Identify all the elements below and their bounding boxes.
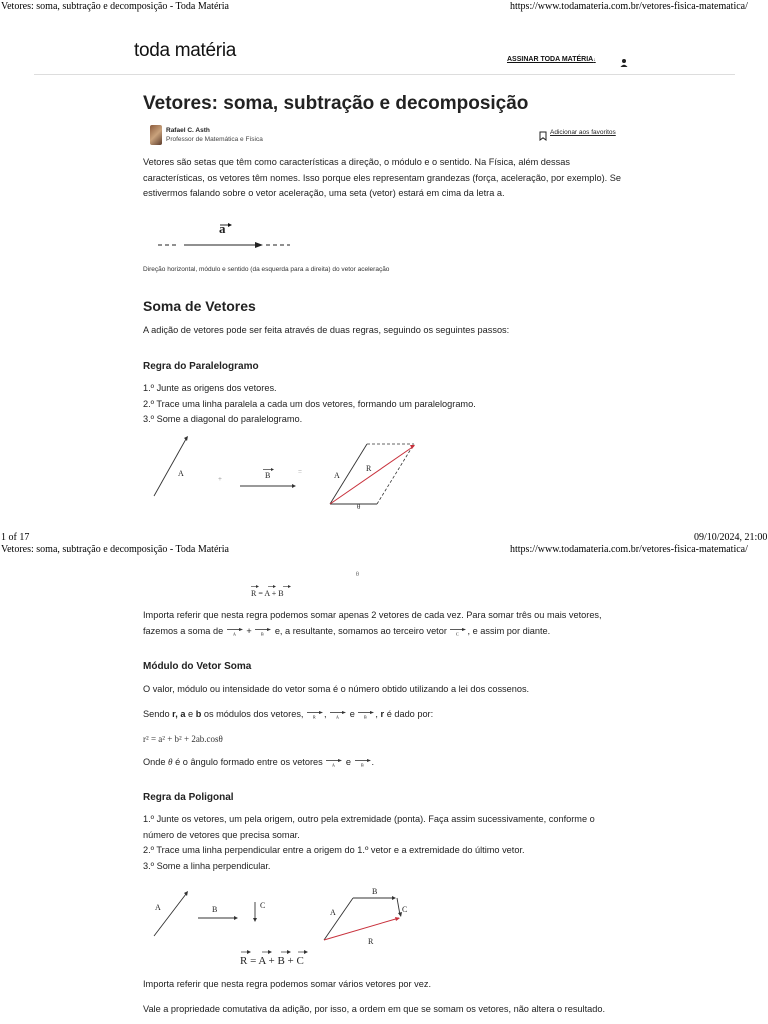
- print-header-url[interactable]: https://www.todamateria.com.br/vetores-fisica-matematica/: [510, 1, 748, 12]
- vector-c-inline: [449, 627, 467, 636]
- heading-soma-vetores: Soma de Vetores: [143, 298, 256, 314]
- user-icon[interactable]: [620, 55, 628, 65]
- fig2-formula-arrows: [250, 584, 294, 589]
- fig3-label-c2: C: [402, 905, 408, 914]
- vector-r-inline: [306, 710, 324, 719]
- fig3-label-r: R: [368, 937, 374, 946]
- heading-modulo-vetor-soma: Módulo do Vetor Soma: [143, 661, 252, 672]
- fig3-label-b: B: [212, 905, 218, 914]
- note-poligonal: Importa referir que nesta regra podemos somar vários vetores por vez.: [143, 979, 432, 989]
- vector-a-inline-2: [329, 710, 347, 719]
- list-item: 1.º Junte as origens dos vetores.: [143, 383, 277, 393]
- heading-regra-poligonal: Regra da Poligonal: [143, 792, 234, 803]
- header-divider: [34, 74, 735, 75]
- list-item: 2.º Trace uma linha perpendicular entre a origem do 1.º vetor e a extremidade do último vetor.: [143, 845, 525, 855]
- add-favorites-link[interactable]: Adicionar aos favoritos: [550, 129, 616, 136]
- modulo-text: O valor, módulo ou intensidade do vetor soma é o número obtido utilizando a lei dos cossenos.: [143, 684, 530, 694]
- fig2-theta-remnant: θ: [356, 572, 359, 578]
- fig1-vector-arrow: [158, 240, 290, 250]
- print-footer-datetime: 09/10/2024, 21:00: [694, 532, 768, 543]
- fig2-plus: +: [218, 475, 222, 483]
- fig3-label-c: C: [260, 901, 266, 910]
- heading-regra-paralelogramo: Regra do Paralelogramo: [143, 361, 259, 372]
- list-item: 1.º Junte os vetores, um pela origem, outro pela extremidade (ponta). Faça assim sucessivamente, conforme o número de vetores que precisa somar.: [143, 814, 595, 840]
- vector-a-inline: [226, 627, 244, 636]
- fig2-equals: =: [298, 468, 302, 476]
- sendo-paragraph: Sendo r, a e b os módulos dos vetores, R , A e B , r é dado por:: [143, 709, 434, 720]
- svg-text:A: A: [232, 631, 236, 636]
- fig2-label-theta: θ: [357, 503, 361, 511]
- vector-b-inline: [254, 627, 272, 636]
- svg-text:C: C: [456, 631, 460, 636]
- svg-text:A: A: [336, 714, 340, 720]
- fig3-formula: R = A + B + C: [240, 955, 304, 967]
- print-header-url-2[interactable]: https://www.todamateria.com.br/vetores-fisica-matematica/: [510, 544, 748, 555]
- fig2-formula: R = A + B: [251, 589, 284, 598]
- intro-paragraph: Vetores são setas que têm como características a direção, o módulo e o sentido. Na Física, além dessas características, os vetores têm nomes. Isso porque eles representam grandezas (força, aceleração, por exemplo). Se estivermos falando sobre o vetor aceleração, uma seta (vetor) estará em cima da letra a.: [143, 157, 621, 198]
- print-header-title-2: Vetores: soma, subtração e decomposição - Toda Matéria: [1, 544, 229, 555]
- poligonal-steps: [143, 812, 628, 874]
- vector-b-inline-3: [354, 758, 372, 767]
- subscribe-link[interactable]: ASSINAR TODA MATÉRIA↓: [507, 56, 596, 63]
- list-item: 3.º Some a diagonal do paralelogramo.: [143, 414, 303, 424]
- svg-text:B: B: [364, 714, 368, 720]
- fig3-label-a2: A: [330, 908, 336, 917]
- author-avatar: [150, 125, 162, 145]
- svg-text:R: R: [313, 714, 316, 720]
- fig2-label-a2: A: [334, 471, 340, 480]
- site-logo[interactable]: toda matéria: [134, 40, 237, 61]
- cosine-law-formula: r² = a² + b² + 2ab.cosθ: [143, 734, 223, 744]
- page-title: Vetores: soma, subtração e decomposição: [143, 93, 529, 114]
- paralelogramo-steps: [143, 381, 628, 428]
- print-header-title: Vetores: soma, subtração e decomposição - Toda Matéria: [1, 1, 229, 12]
- vector-b-inline-2: [357, 710, 375, 719]
- fig3-label-b2: B: [372, 887, 378, 896]
- fig2-label-b: B: [265, 471, 271, 480]
- print-footer-page: 1 of 17: [1, 532, 30, 543]
- note-comutativa: Vale a propriedade comutativa da adição, por isso, a ordem em que se somam os vetores, não altera o resultado.: [143, 1004, 606, 1014]
- author-role: Professor de Matemática e Física: [166, 136, 263, 143]
- list-item: 3.º Some a linha perpendicular.: [143, 860, 271, 871]
- fig1-caption: Direção horizontal, módulo e sentido (da esquerda para a direita) do vetor aceleração: [143, 266, 390, 273]
- svg-text:A: A: [332, 762, 336, 768]
- fig3-label-a: A: [155, 903, 161, 912]
- bookmark-icon[interactable]: [539, 128, 547, 138]
- svg-text:B: B: [360, 762, 364, 768]
- svg-text:B: B: [261, 631, 264, 636]
- fig2-parallelogram-diagram: [148, 436, 418, 514]
- note-paralelogramo: Importa referir que nesta regra podemos somar apenas 2 vetores de cada vez. Para somar três ou mais vetores, fazemos a soma de A + B e, a resultante, somamos ao terceiro vetor C , e assim por diante.: [143, 610, 602, 636]
- author-name[interactable]: Rafael C. Asth: [166, 127, 210, 134]
- fig1-label-a: a: [219, 221, 226, 236]
- vector-a-inline-3: [325, 758, 343, 767]
- soma-intro: A adição de vetores pode ser feita através de duas regras, seguindo os seguintes passos:: [143, 325, 510, 335]
- list-item: 2.º Trace uma linha paralela a cada um dos vetores, formando um paralelogramo.: [143, 398, 476, 409]
- fig3-formula-arrows: [240, 949, 310, 955]
- onde-paragraph: Onde θ é o ângulo formado entre os vetores A e B .: [143, 757, 375, 768]
- fig2-label-r: R: [366, 464, 372, 473]
- fig1-label-arrow: [219, 222, 233, 228]
- fig2-label-a: A: [178, 469, 184, 478]
- fig2-b-arrow: [263, 467, 275, 472]
